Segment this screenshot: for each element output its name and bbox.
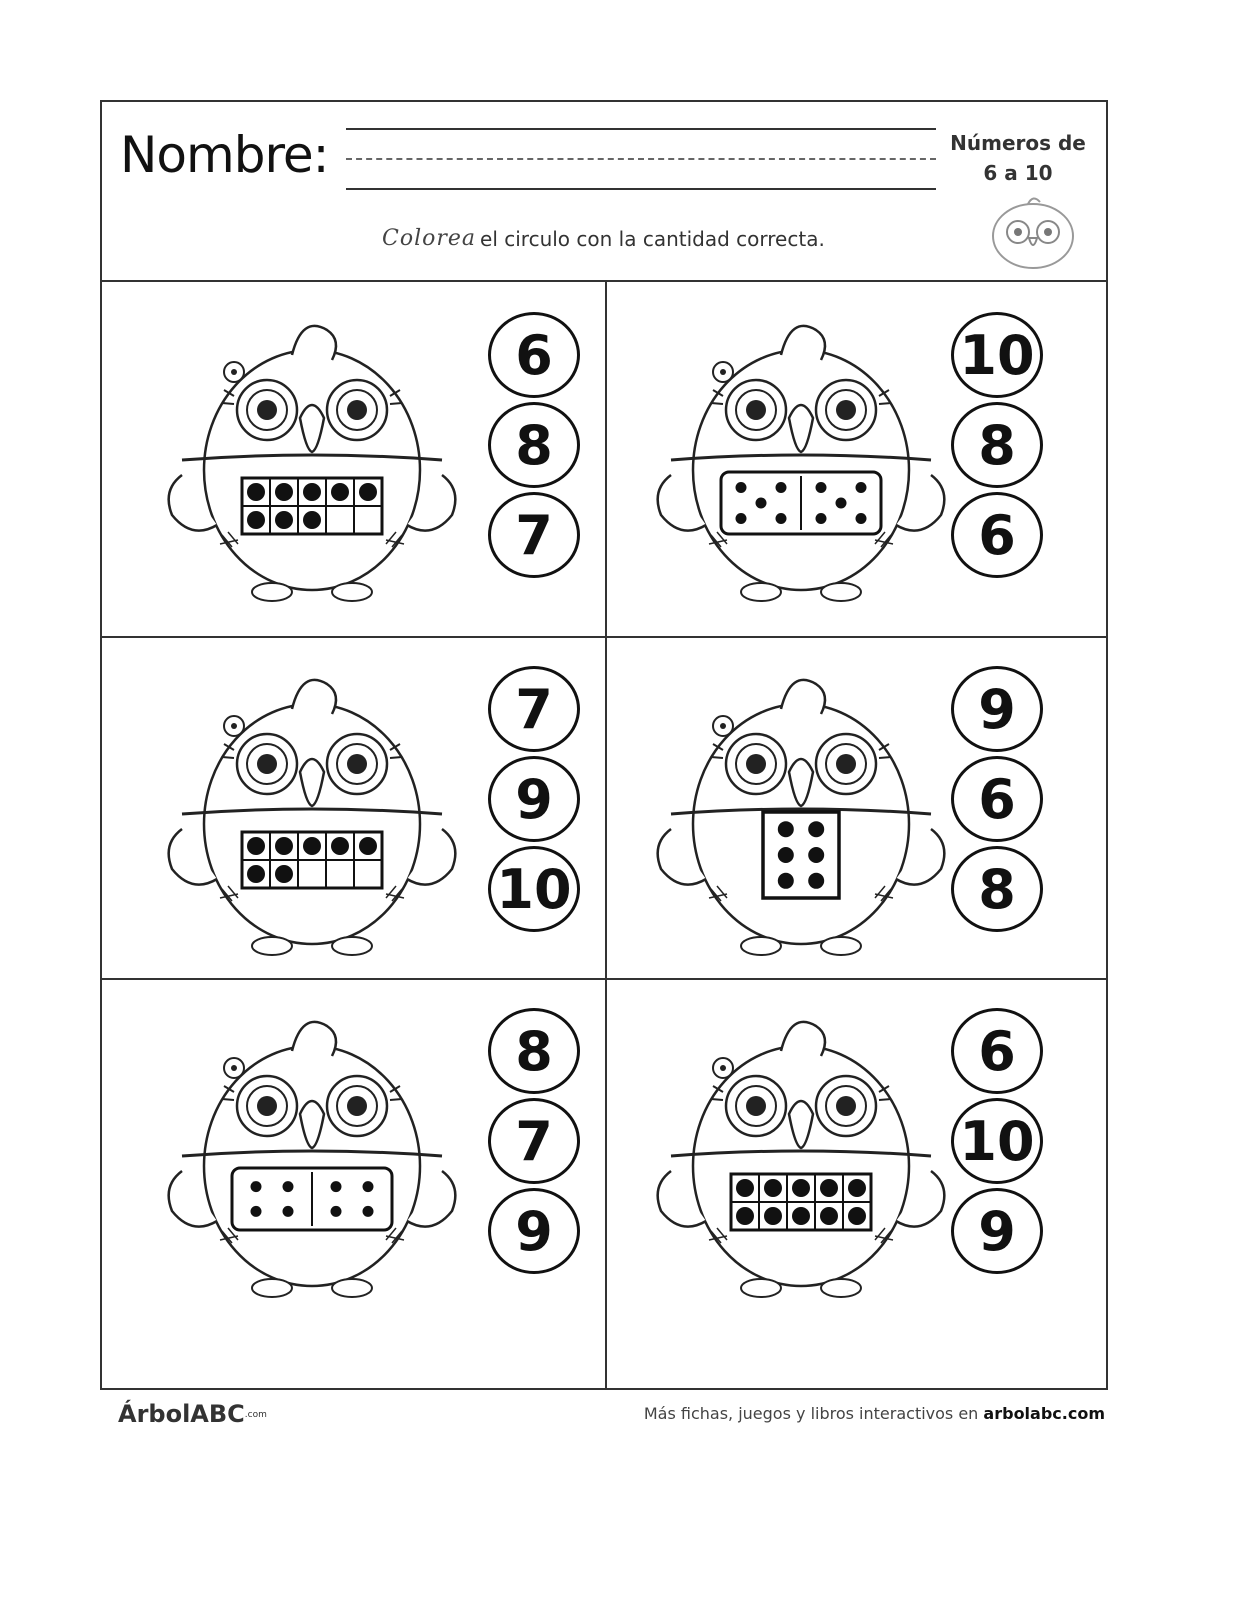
- owl-pupil: [257, 1096, 277, 1116]
- owl-tuft: [292, 326, 336, 360]
- count-dot: [247, 511, 265, 529]
- owl-pupil: [746, 1096, 766, 1116]
- owl-foot: [252, 583, 292, 601]
- count-dot: [776, 513, 787, 524]
- footer-link-domain[interactable]: arbolabc.com: [983, 1404, 1105, 1423]
- answer-options: [488, 1008, 580, 1274]
- owl-pupil: [347, 400, 367, 420]
- answer-circle[interactable]: 8: [488, 1008, 580, 1094]
- count-dot: [736, 1179, 754, 1197]
- count-dot: [363, 1181, 374, 1192]
- owl-pupil: [836, 1096, 856, 1116]
- count-dot: [792, 1207, 810, 1225]
- footer-link[interactable]: [644, 1404, 1105, 1423]
- count-dot: [275, 511, 293, 529]
- owl-pupil: [746, 754, 766, 774]
- count-dot: [764, 1179, 782, 1197]
- worksheet-header: [102, 102, 1106, 282]
- owl-pupil: [257, 754, 277, 774]
- answer-options: [951, 312, 1043, 578]
- exercise-cell: [102, 978, 604, 1388]
- exercise-cell: [102, 636, 604, 978]
- count-dot: [848, 1207, 866, 1225]
- count-dot: [776, 482, 787, 493]
- count-dot: [283, 1206, 294, 1217]
- worksheet-topic: [938, 128, 1098, 188]
- answer-options: [488, 312, 580, 578]
- answer-circle[interactable]: 10: [951, 312, 1043, 398]
- owl-head-icon: [988, 192, 1078, 272]
- answer-circle[interactable]: 6: [951, 756, 1043, 842]
- owl-tuft: [781, 326, 825, 360]
- count-dot: [778, 821, 794, 837]
- count-dot: [778, 873, 794, 889]
- instruction: [382, 226, 825, 251]
- owl-tuft: [292, 1022, 336, 1056]
- owl-body: [693, 1046, 909, 1286]
- owl-body: [204, 704, 420, 944]
- die: [763, 812, 839, 898]
- count-dot: [808, 847, 824, 863]
- owl-body: [204, 1046, 420, 1286]
- worksheet: [100, 100, 1108, 1390]
- owl-foot: [741, 583, 781, 601]
- count-dot: [247, 483, 265, 501]
- owl-foot: [741, 937, 781, 955]
- answer-circle[interactable]: 10: [488, 846, 580, 932]
- count-dot: [736, 513, 747, 524]
- owl-flower-center: [720, 369, 726, 375]
- owl-flower-center: [231, 369, 237, 375]
- exercise-cell: [606, 978, 1108, 1388]
- count-dot: [247, 865, 265, 883]
- owl-pupil: [836, 754, 856, 774]
- count-dot: [792, 1179, 810, 1197]
- name-label: Nombre:: [120, 126, 329, 184]
- owl-foot: [252, 1279, 292, 1297]
- owl-pupil: [347, 1096, 367, 1116]
- owl-body: [204, 350, 420, 590]
- count-dot: [275, 483, 293, 501]
- count-dot: [816, 513, 827, 524]
- count-dot: [303, 837, 321, 855]
- count-dot: [778, 847, 794, 863]
- owl-illustration: [162, 996, 462, 1306]
- owl-foot: [821, 583, 861, 601]
- owl-pupil: [746, 400, 766, 420]
- owl-flower-center: [231, 1065, 237, 1071]
- owl-flower-center: [720, 1065, 726, 1071]
- count-dot: [856, 513, 867, 524]
- instruction-word: Colorea: [382, 226, 477, 251]
- count-dot: [836, 498, 847, 509]
- answer-options: [951, 666, 1043, 932]
- answer-circle[interactable]: 6: [951, 492, 1043, 578]
- owl-foot: [252, 937, 292, 955]
- answer-circle[interactable]: 7: [488, 492, 580, 578]
- count-dot: [820, 1179, 838, 1197]
- count-dot: [303, 511, 321, 529]
- count-dot: [331, 837, 349, 855]
- owl-body: [693, 350, 909, 590]
- count-dot: [736, 482, 747, 493]
- count-dot: [275, 865, 293, 883]
- owl-illustration: [162, 654, 462, 964]
- exercise-cell: [102, 282, 604, 636]
- count-dot: [363, 1206, 374, 1217]
- count-dot: [808, 821, 824, 837]
- owl-illustration: [651, 654, 951, 964]
- count-dot: [331, 1181, 342, 1192]
- owl-pupil: [257, 400, 277, 420]
- owl-illustration: [651, 996, 951, 1306]
- count-dot: [856, 482, 867, 493]
- answer-circle[interactable]: 8: [488, 402, 580, 488]
- answer-circle[interactable]: 6: [488, 312, 580, 398]
- owl-foot: [821, 937, 861, 955]
- owl-tuft: [292, 680, 336, 714]
- answer-circle[interactable]: 9: [488, 1188, 580, 1274]
- owl-illustration: [162, 300, 462, 610]
- owl-pupil: [347, 754, 367, 774]
- answer-circle[interactable]: 7: [488, 1098, 580, 1184]
- answer-circle[interactable]: 7: [488, 666, 580, 752]
- count-dot: [848, 1179, 866, 1197]
- owl-illustration: [651, 300, 951, 610]
- owl-pupil: [836, 400, 856, 420]
- brand-name: ÁrbolABC: [118, 1400, 245, 1428]
- topic-line-2: 6 a 10: [983, 161, 1053, 185]
- owl-foot: [332, 937, 372, 955]
- footer-link-prefix: Más fichas, juegos y libros interactivos en: [643, 1404, 979, 1423]
- count-dot: [756, 498, 767, 509]
- count-dot: [251, 1206, 262, 1217]
- owl-tuft: [781, 1022, 825, 1056]
- owl-foot: [332, 1279, 372, 1297]
- topic-line-1: Números de: [950, 131, 1086, 155]
- answer-options: [488, 666, 580, 932]
- answer-circle[interactable]: 9: [951, 666, 1043, 752]
- count-dot: [816, 482, 827, 493]
- answer-circle[interactable]: 6: [951, 1008, 1043, 1094]
- count-dot: [331, 1206, 342, 1217]
- answer-circle[interactable]: 9: [488, 756, 580, 842]
- count-dot: [303, 483, 321, 501]
- count-dot: [820, 1207, 838, 1225]
- answer-circle[interactable]: 9: [951, 1188, 1043, 1274]
- answer-circle[interactable]: 10: [951, 1098, 1043, 1184]
- owl-flower-center: [231, 723, 237, 729]
- name-line-top: [346, 128, 936, 130]
- answer-circle[interactable]: 8: [951, 402, 1043, 488]
- instruction-text: el circulo con la cantidad correcta.: [480, 226, 825, 251]
- name-line-middle: [346, 158, 936, 160]
- name-line-bottom: [346, 188, 936, 190]
- brand-suffix: .com: [244, 1410, 267, 1420]
- count-dot: [247, 837, 265, 855]
- exercise-grid: [102, 282, 1106, 1388]
- owl-flower-center: [720, 723, 726, 729]
- answer-circle[interactable]: 8: [951, 846, 1043, 932]
- count-dot: [283, 1181, 294, 1192]
- count-dot: [736, 1207, 754, 1225]
- count-dot: [808, 873, 824, 889]
- owl-foot: [741, 1279, 781, 1297]
- count-dot: [275, 837, 293, 855]
- owl-tuft: [781, 680, 825, 714]
- brand-logo: [118, 1400, 267, 1428]
- exercise-cell: [606, 636, 1108, 978]
- count-dot: [359, 837, 377, 855]
- answer-options: [951, 1008, 1043, 1274]
- exercise-cell: [606, 282, 1108, 636]
- owl-foot: [821, 1279, 861, 1297]
- count-dot: [764, 1207, 782, 1225]
- owl-foot: [332, 583, 372, 601]
- count-dot: [331, 483, 349, 501]
- count-dot: [251, 1181, 262, 1192]
- count-dot: [359, 483, 377, 501]
